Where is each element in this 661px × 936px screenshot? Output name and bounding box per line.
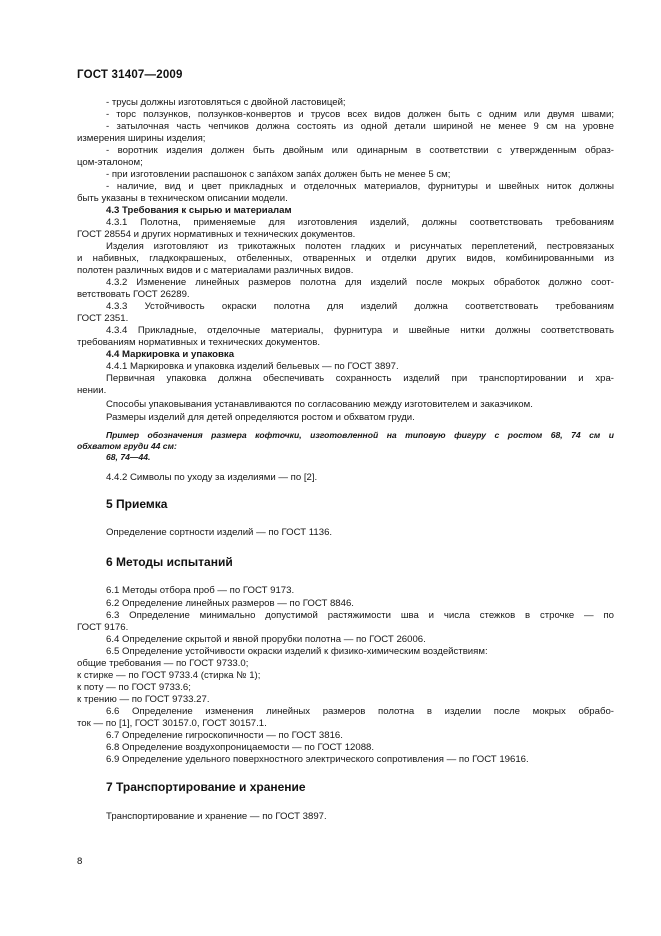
- text-line: цом-эталоном;: [77, 157, 143, 168]
- text-line: Определение сортности изделий — по ГОСТ 1136.: [106, 527, 333, 538]
- text-line: Первичная упаковка должна обеспечивать сохранность изделий при транспортировании и хра-: [106, 373, 614, 384]
- text-line: Транспортирование и хранение — по ГОСТ 3897.: [106, 811, 327, 822]
- text-line: и набивных, гладкокрашеных, отбеленных, отваренных и отделки других видов, комбинированными из: [77, 253, 614, 264]
- text-line: 4.3.3 Устойчивость окраски полотна для изделий должна соответствовать требованиям: [106, 301, 614, 312]
- text-line: 6.7 Определение гигроскопичности — по ГОСТ 3816.: [106, 730, 343, 741]
- text-line: Изделия изготовляют из трикотажных полотен гладких и рисунчатых переплетений, пестровязаных: [106, 241, 614, 252]
- text-line: - воротник изделия должен быть двойным или одинарным в соответствии с утвержденным образ-: [106, 145, 614, 156]
- subsection-heading: 4.4 Маркировка и упаковка: [106, 349, 235, 360]
- subsection-heading: 4.3 Требования к сырью и материалам: [106, 205, 292, 216]
- text-line: 4.4.2 Символы по уходу за изделиями — по [2].: [106, 472, 318, 483]
- text-line: 6.2 Определение линейных размеров — по ГОСТ 8846.: [106, 598, 354, 609]
- text-line: к поту — по ГОСТ 9733.6;: [77, 682, 191, 693]
- text-line: 6.4 Определение скрытой и явной прорубки полотна — по ГОСТ 26006.: [106, 634, 426, 645]
- text-line: общие требования — по ГОСТ 9733.0;: [77, 658, 249, 669]
- example-line: 68, 74—44.: [106, 452, 151, 462]
- text-line: 6.1 Методы отбора проб — по ГОСТ 9173.: [106, 585, 295, 596]
- text-line: 6.5 Определение устойчивости окраски изделий к физико-химическим воздействиям:: [106, 646, 488, 657]
- text-line: 4.4.1 Маркировка и упаковка изделий бельевых — по ГОСТ 3897.: [106, 361, 399, 372]
- text-line: 6.3 Определение минимально допустимой растяжимости шва и числа стежков в строчке — по: [106, 610, 614, 621]
- text-line: полотен различных видов и с материалами различных видов.: [77, 265, 354, 276]
- text-line: - наличие, вид и цвет прикладных и отделочных материалов, фурнитуры и швейных ниток должны: [106, 181, 614, 192]
- page-number: 8: [77, 856, 83, 867]
- text-line: к трению — по ГОСТ 9733.27.: [77, 694, 210, 705]
- text-line: Способы упаковывания устанавливаются по согласованию между изготовителем и заказчиком.: [106, 399, 533, 410]
- text-line: к стирке — по ГОСТ 9733.4 (стирка № 1);: [77, 670, 261, 681]
- section-heading: 7 Транспортирование и хранение: [106, 780, 306, 794]
- text-line: 6.8 Определение воздухопроницаемости — по ГОСТ 12088.: [106, 742, 375, 753]
- text-line: 6.6 Определение изменения линейных размеров полотна в изделии после мокрых обрабо-: [106, 706, 614, 717]
- text-line: - торс ползунков, ползунков-конвертов и трусов всех видов должен быть с одним или двумя швами;: [106, 109, 614, 120]
- text-line: - затылочная часть чепчиков должна состоять из одной детали шириной не менее 9 см на уровне: [106, 121, 614, 132]
- text-line: требованиям нормативных и технических документов.: [77, 337, 321, 348]
- text-line: измерения ширины изделия;: [77, 133, 206, 144]
- text-line: Размеры изделий для детей определяются ростом и обхватом груди.: [106, 412, 415, 423]
- document-header: ГОСТ 31407—2009: [77, 69, 183, 81]
- example-line: Пример обозначения размера кофточки, изготовленной на типовую фигуру с ростом 68, 74 см и: [106, 430, 614, 440]
- text-line: ток — по [1], ГОСТ 30157.0, ГОСТ 30157.1.: [77, 718, 267, 729]
- text-line: 6.9 Определение удельного поверхностного электрического сопротивления — по ГОСТ 19616.: [106, 754, 529, 765]
- text-line: 4.3.2 Изменение линейных размеров полотна для изделий после мокрых обработок должно соот-: [106, 277, 614, 288]
- text-line: ГОСТ 2351.: [77, 313, 129, 324]
- text-line: - при изготовлении распашонок с запáхом запáх должен быть не менее 5 см;: [106, 169, 451, 180]
- text-line: быть указаны в техническом описании модели.: [77, 193, 288, 204]
- text-line: ветствовать ГОСТ 26289.: [77, 289, 190, 300]
- example-line: обхватом груди 44 см:: [77, 441, 177, 451]
- section-heading: 5 Приемка: [106, 497, 168, 511]
- text-line: 4.3.1 Полотна, применяемые для изготовления изделий, должны соответствовать требованиям: [106, 217, 614, 228]
- text-line: - трусы должны изготовляться с двойной ластовицей;: [106, 97, 346, 108]
- text-line: ГОСТ 28554 и других нормативных и технических документов.: [77, 229, 356, 240]
- text-line: нении.: [77, 385, 107, 396]
- text-line: ГОСТ 9176.: [77, 622, 129, 633]
- text-line: 4.3.4 Прикладные, отделочные материалы, фурнитура и швейные нитки должны соответствовать: [106, 325, 614, 336]
- section-heading: 6 Методы испытаний: [106, 555, 233, 569]
